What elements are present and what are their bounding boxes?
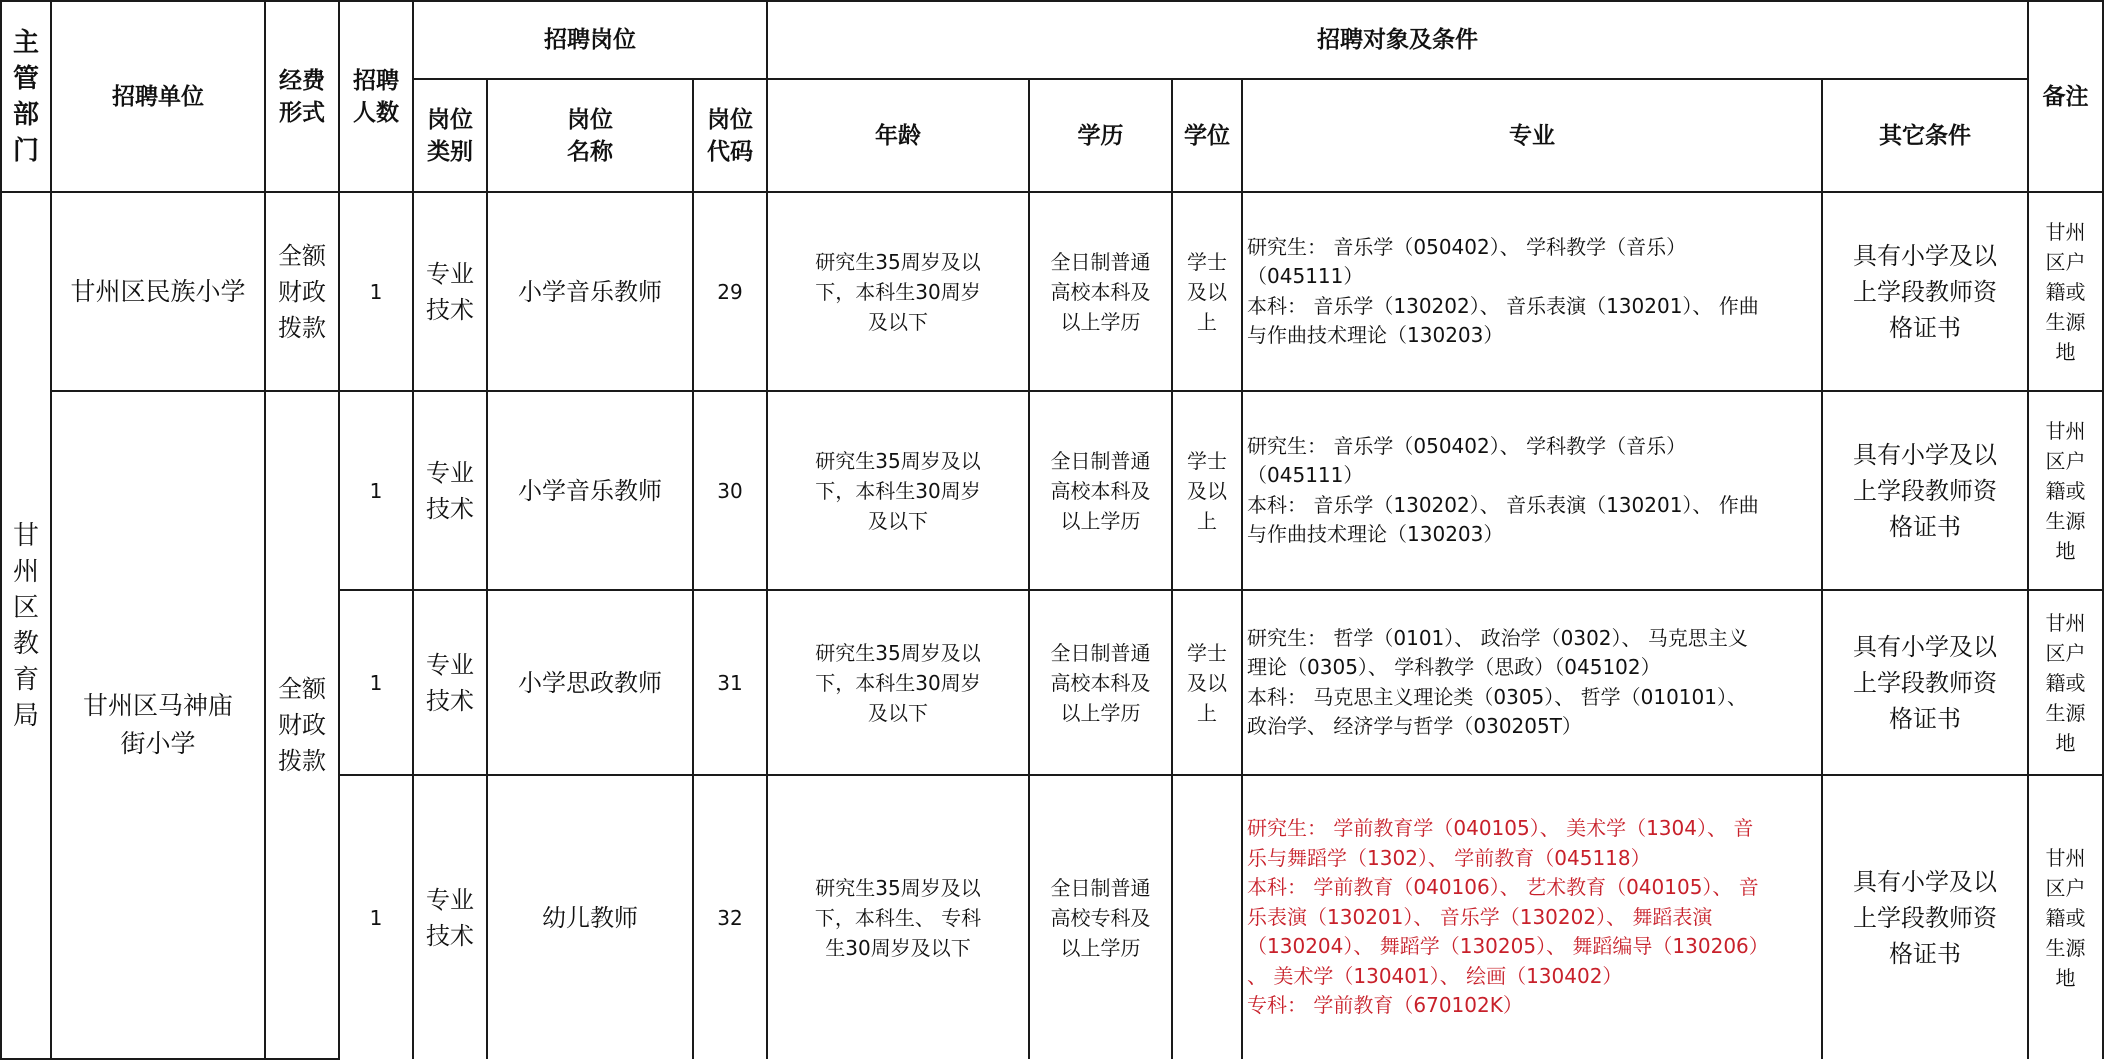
post-name-cell: 小学音乐教师: [487, 391, 693, 590]
post-code-cell: 31: [693, 590, 767, 775]
remark-cell: 甘州 区户 籍或 生源 地: [2028, 391, 2103, 590]
count-cell: 1: [339, 192, 413, 391]
age-cell: 研究生35周岁及以 下，本科生30周岁 及以下: [767, 590, 1029, 775]
other-cell: 具有小学及以 上学段教师资 格证书: [1822, 192, 2028, 391]
header-count: 招聘 人数: [339, 1, 413, 192]
header-dept: 主 管 部 门: [1, 1, 51, 192]
header-funding: 经费 形式: [265, 1, 339, 192]
table-row: [1, 192, 2103, 391]
header-education: 学历: [1029, 79, 1172, 192]
age-cell: 研究生35周岁及以 下，本科生30周岁 及以下: [767, 192, 1029, 391]
table-row: [1, 391, 2103, 590]
unit-cell: 甘州区马神庙 街小学: [51, 391, 265, 1059]
count-cell: 1: [339, 590, 413, 775]
header-major: 专业: [1242, 79, 1822, 192]
degree-cell: [1172, 775, 1242, 1059]
count-cell: 1: [339, 391, 413, 590]
education-cell: 全日制普通 高校本科及 以上学历: [1029, 590, 1172, 775]
age-cell: 研究生35周岁及以 下，本科生、 专科 生30周岁及以下: [767, 775, 1029, 1059]
major-cell-highlighted: 研究生： 学前教育学（040105）、 美术学（1304）、 音 乐与舞蹈学（1302）、 学前教育（045118） 本科： 学前教育（040106）、 艺术教育（040105）、 音 乐表演（130201）、 音乐学（130202）、 舞蹈表演 （130204）、 舞蹈学（130205）、 舞蹈编导（130206） 、 美术学（130401）、 绘画（130402） 专科： 学前教育（670102K）: [1242, 775, 1822, 1059]
other-cell: 具有小学及以 上学段教师资 格证书: [1822, 775, 2028, 1059]
dept-cell: 甘 州 区 教 育 局: [1, 192, 51, 1059]
post-type-cell: 专业 技术: [413, 590, 487, 775]
degree-cell: 学士 及以 上: [1172, 391, 1242, 590]
degree-cell: 学士 及以 上: [1172, 192, 1242, 391]
header-other: 其它条件: [1822, 79, 2028, 192]
header-post-code: 岗位 代码: [693, 79, 767, 192]
education-cell: 全日制普通 高校本科及 以上学历: [1029, 391, 1172, 590]
header-age: 年龄: [767, 79, 1029, 192]
remark-cell: 甘州 区户 籍或 生源 地: [2028, 590, 2103, 775]
age-cell: 研究生35周岁及以 下，本科生30周岁 及以下: [767, 391, 1029, 590]
header-unit: 招聘单位: [51, 1, 265, 192]
post-type-cell: 专业 技术: [413, 391, 487, 590]
degree-cell: 学士 及以 上: [1172, 590, 1242, 775]
major-cell: 研究生： 音乐学（050402）、 学科教学（音乐） （045111） 本科： 音乐学（130202）、 音乐表演（130201）、 作曲 与作曲技术理论（130203）: [1242, 192, 1822, 391]
header-post-name: 岗位 名称: [487, 79, 693, 192]
post-type-cell: 专业 技术: [413, 192, 487, 391]
post-name-cell: 小学音乐教师: [487, 192, 693, 391]
post-name-cell: 小学思政教师: [487, 590, 693, 775]
other-cell: 具有小学及以 上学段教师资 格证书: [1822, 391, 2028, 590]
education-cell: 全日制普通 高校专科及 以上学历: [1029, 775, 1172, 1059]
post-code-cell: 30: [693, 391, 767, 590]
funding-cell: 全额 财政 拨款: [265, 391, 339, 1059]
count-cell: 1: [339, 775, 413, 1059]
header-remark: 备注: [2028, 1, 2103, 192]
header-position-group: 招聘岗位: [413, 1, 767, 79]
funding-cell: 全额 财政 拨款: [265, 192, 339, 391]
header-post-type: 岗位 类别: [413, 79, 487, 192]
other-cell: 具有小学及以 上学段教师资 格证书: [1822, 590, 2028, 775]
post-code-cell: 29: [693, 192, 767, 391]
header-row-1: [1, 1, 2103, 79]
remark-cell: 甘州 区户 籍或 生源 地: [2028, 192, 2103, 391]
major-cell: 研究生： 音乐学（050402）、 学科教学（音乐） （045111） 本科： 音乐学（130202）、 音乐表演（130201）、 作曲 与作曲技术理论（130203）: [1242, 391, 1822, 590]
major-cell: 研究生： 哲学（0101）、 政治学（0302）、 马克思主义 理论（0305）、 学科教学（思政）（045102） 本科： 马克思主义理论类（0305）、 哲学（010101）、 政治学、 经济学与哲学（030205T）: [1242, 590, 1822, 775]
header-degree: 学位: [1172, 79, 1242, 192]
remark-cell: 甘州 区户 籍或 生源 地: [2028, 775, 2103, 1059]
post-name-cell: 幼儿教师: [487, 775, 693, 1059]
post-type-cell: 专业 技术: [413, 775, 487, 1059]
post-code-cell: 32: [693, 775, 767, 1059]
education-cell: 全日制普通 高校本科及 以上学历: [1029, 192, 1172, 391]
unit-cell: 甘州区民族小学: [51, 192, 265, 391]
header-conditions-group: 招聘对象及条件: [767, 1, 2028, 79]
